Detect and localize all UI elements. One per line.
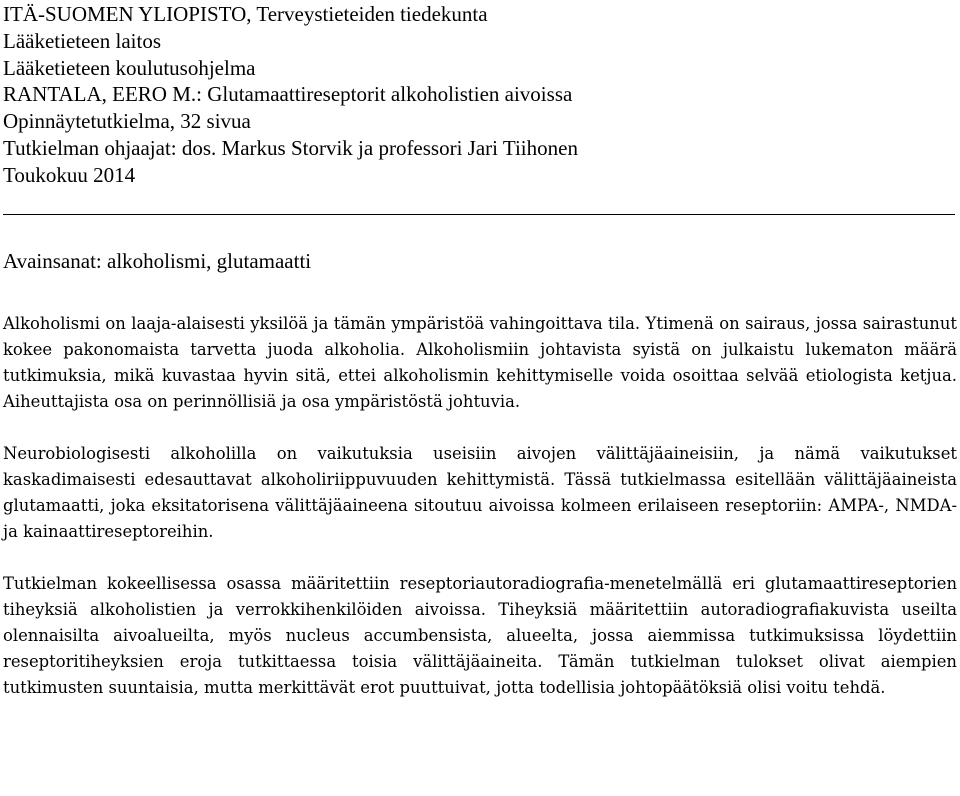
degree-programme: Lääketieteen koulutusohjelma <box>3 55 256 80</box>
horizontal-rule <box>3 214 955 215</box>
supervisors: Tutkielman ohjaajat: dos. Markus Storvik ja professori Jari Tiihonen <box>3 135 578 160</box>
date: Toukokuu 2014 <box>3 162 136 187</box>
abstract-paragraph-1: Alkoholismi on laaja-alaisesti yksilöä ja tämän ympäristöä vahingoittava tila. Ytimenä on sairaus, jossa sairastunut kokee pakonomaista tarvetta juoda alkoholia. Alkoholismiin johtavista syistä on julkaistu lukematon määrä tutkimuksia, mikä kuvastaa hyvin sitä, ettei alkoholismin kehittymiselle voida osoittaa selvää etiologista ketjua. Aiheuttajista osa on perinnöllisiä ja osa ympäristöstä johtuvia. <box>3 313 957 411</box>
thesis-abstract-page <box>3 0 957 701</box>
thesis-type-pages: Opinnäytetutkielma, 32 sivua <box>3 109 251 134</box>
thesis-header <box>3 0 957 189</box>
abstract-paragraph-2: Neurobiologisesti alkoholilla on vaikutuksia useisiin aivojen välittäjäaineisiin, ja nämä vaikutukset kaskadimaisesti edesauttavat alkoholiriippuvuuden kehittymistä. Tässä tutkielmassa esitellään välittäjäaineista glutamaatti, joka eksitatorisena välittäjäaineena sitoutuu aivoissa kolmeen erilaiseen reseptoriin: AMPA-, NMDA- ja kainaattireseptoreihin. <box>3 443 957 541</box>
abstract-paragraph-3: Tutkielman kokeellisessa osassa määritettiin reseptoriautoradiografia-menetelmällä eri glutamaattireseptorien tiheyksiä alkoholistien ja verrokkihenkilöiden aivoissa. Tiheyksiä määritettiin autoradiografiakuvista useilta olennaisilta aivoalueilta, myös nucleus accumbensista, alueelta, jossa aiemmissa tutkimuksissa löydettiin reseptoritiheyksien eroja tutkittaessa toisia välittäjäaineita. Tämän tutkielman tulokset olivat aiempien tutkimusten suuntaisia, mutta merkittävät erot puuttuivat, jotta todellisia johtopäätöksiä olisi voitu tehdä. <box>3 573 957 697</box>
university-faculty: ITÄ-SUOMEN YLIOPISTO, Terveystieteiden tiedekunta <box>3 2 488 26</box>
department: Lääketieteen laitos <box>3 28 162 53</box>
keywords: Avainsanat: alkoholismi, glutamaatti <box>3 248 312 273</box>
author-and-title: RANTALA, EERO M.: Glutamaattireseptorit alkoholistien aivoissa <box>3 82 573 107</box>
